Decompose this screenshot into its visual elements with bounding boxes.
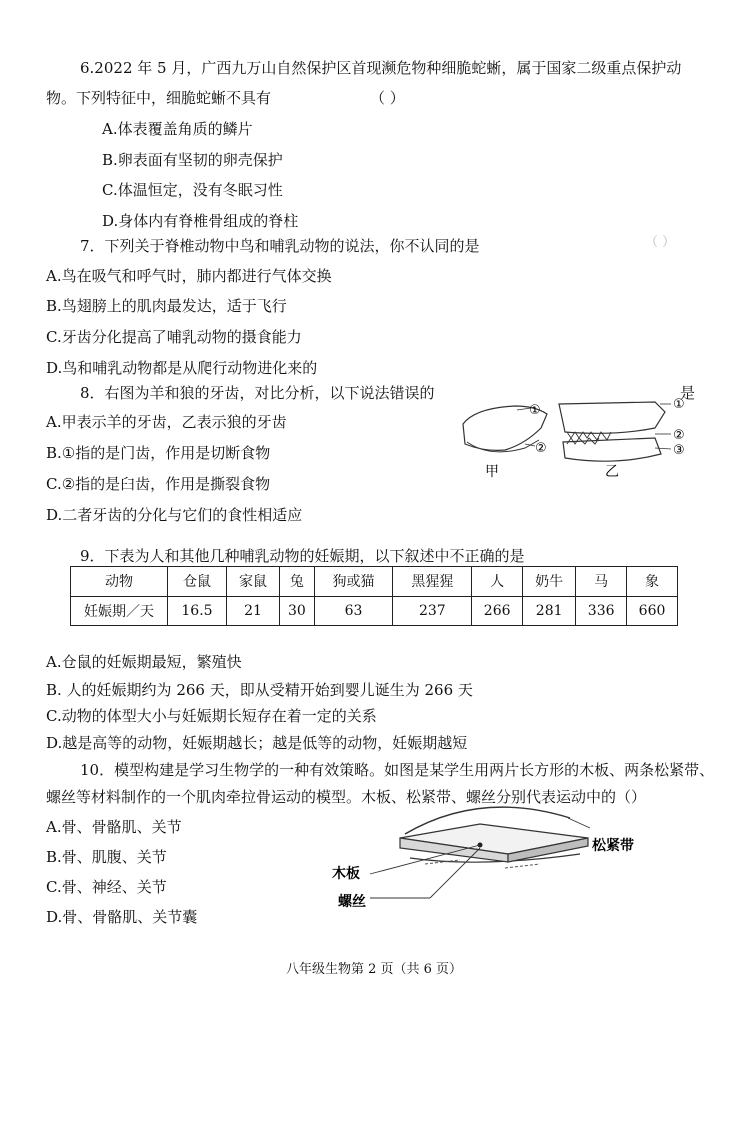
arrow-right: [505, 864, 540, 868]
label-band: 松紧带: [592, 838, 634, 854]
wolf-jaw-outline: [563, 438, 661, 461]
wolf-marker-1: ①: [673, 397, 685, 412]
teeth-figure: [455, 394, 695, 484]
table-row: [71, 567, 678, 597]
table-cell: 妊娠期／天: [71, 596, 168, 626]
q7-option-a: A.鸟在吸气和呼气时，肺内都进行气体交换: [46, 267, 332, 285]
q10-option-c: C.骨、神经、关节: [46, 878, 167, 896]
q10-stem-line2: 螺丝等材料制作的一个肌肉牵拉骨运动的模型。木板、松紧带、螺丝分别代表运动中的（）: [46, 788, 647, 806]
sheep-marker-1: ①: [529, 403, 541, 418]
q9-option-d: D.越是高等的动物，妊娠期越长；越是低等的动物，妊娠期越短: [46, 734, 468, 752]
table-cell: 马: [576, 567, 627, 597]
table-cell: 63: [314, 596, 393, 626]
table-cell: 兔: [280, 567, 315, 597]
q6-option-a: A.体表覆盖角质的鳞片: [102, 120, 253, 138]
table-cell: 237: [393, 596, 472, 626]
table-cell: 动物: [71, 567, 168, 597]
table-cell: 336: [576, 596, 627, 626]
q6-option-d: D.身体内有脊椎骨组成的脊柱: [102, 212, 299, 230]
q10-stem-line1: 10．模型构建是学习生物学的一种有效策略。如图是某学生用两片长方形的木板、两条松紧带、: [80, 761, 715, 779]
q6-stem-line2: 物。下列特征中，细脆蛇蜥不具有: [46, 89, 272, 107]
table-cell: 奶牛: [523, 567, 576, 597]
q10-option-a: A.骨、骨骼肌、关节: [46, 818, 182, 836]
wolf-pointer-3: [655, 448, 671, 449]
table-cell: 21: [226, 596, 279, 626]
table-cell: 人: [472, 567, 523, 597]
q8-option-a: A.甲表示羊的牙齿，乙表示狼的牙齿: [46, 413, 287, 431]
q9-option-a: A.仓鼠的妊娠期最短，繁殖快: [46, 653, 242, 671]
muscle-model-figure: [330, 798, 648, 914]
table-cell: 家鼠: [226, 567, 279, 597]
q7-option-b: B.鸟翅膀上的肌肉最发达，适于飞行: [46, 297, 287, 315]
band-leader: [568, 818, 590, 828]
page-footer: 八年级生物第 2 页（共 6 页）: [285, 962, 463, 977]
label-board: 木板: [332, 866, 360, 882]
q7-option-d: D.鸟和哺乳动物都是从爬行动物进化来的: [46, 359, 318, 377]
q8-option-d: D.二者牙齿的分化与它们的食性相适应: [46, 506, 303, 524]
sheep-marker-2: ②: [535, 441, 547, 456]
q6-answer-paren: （ ）: [370, 89, 405, 107]
wolf-skull-outline: [559, 402, 665, 433]
table-cell: 660: [627, 596, 678, 626]
figure-label-right: 乙: [605, 464, 619, 480]
q6-option-b: B.卵表面有坚韧的卵壳保护: [102, 151, 283, 169]
q10-option-b: B.骨、肌腹、关节: [46, 848, 167, 866]
q9-option-b: B. 人的妊娠期约为 266 天，即从受精开始到婴儿诞生为 266 天: [46, 681, 473, 699]
q8-stem: 8．右图为羊和狼的牙齿，对比分析，以下说法错误的: [80, 384, 435, 402]
q8-option-b: B.①指的是门齿，作用是切断食物: [46, 444, 271, 462]
q8-option-c: C.②指的是臼齿，作用是撕裂食物: [46, 475, 271, 493]
q8-stem-tail: 是: [680, 384, 696, 402]
table-cell: 281: [523, 596, 576, 626]
table-cell: 30: [280, 596, 315, 626]
q7-stem: 7．下列关于脊椎动物中鸟和哺乳动物的说法，你不认同的是: [80, 237, 480, 255]
table-cell: 象: [627, 567, 678, 597]
q9-stem: 9．下表为人和其他几种哺乳动物的妊娠期，以下叙述中不正确的是: [80, 547, 525, 565]
q7-option-c: C.牙齿分化提高了哺乳动物的摄食能力: [46, 328, 302, 346]
q7-answer-paren: （ ）: [645, 235, 676, 250]
wolf-marker-2: ②: [673, 428, 685, 443]
table-cell: 仓鼠: [168, 567, 227, 597]
gestation-table: [70, 566, 678, 626]
label-screw: 螺丝: [338, 894, 366, 910]
q6-stem-line1: 6.2022 年 5 月，广西九万山自然保护区首现濒危物种细脆蛇蜥，属于国家二级重点保护动: [80, 59, 682, 77]
table-cell: 黑猩猩: [393, 567, 472, 597]
q9-option-c: C.动物的体型大小与妊娠期长短存在着一定的关系: [46, 707, 377, 725]
q10-option-d: D.骨、骨骼肌、关节囊: [46, 908, 198, 926]
table-cell: 16.5: [168, 596, 227, 626]
table-cell: 266: [472, 596, 523, 626]
wolf-marker-3: ③: [673, 443, 685, 458]
q6-option-c: C.体温恒定，没有冬眠习性: [102, 181, 283, 199]
table-cell: 狗或猫: [314, 567, 393, 597]
table-row: [71, 596, 678, 626]
figure-label-left: 甲: [485, 464, 499, 480]
